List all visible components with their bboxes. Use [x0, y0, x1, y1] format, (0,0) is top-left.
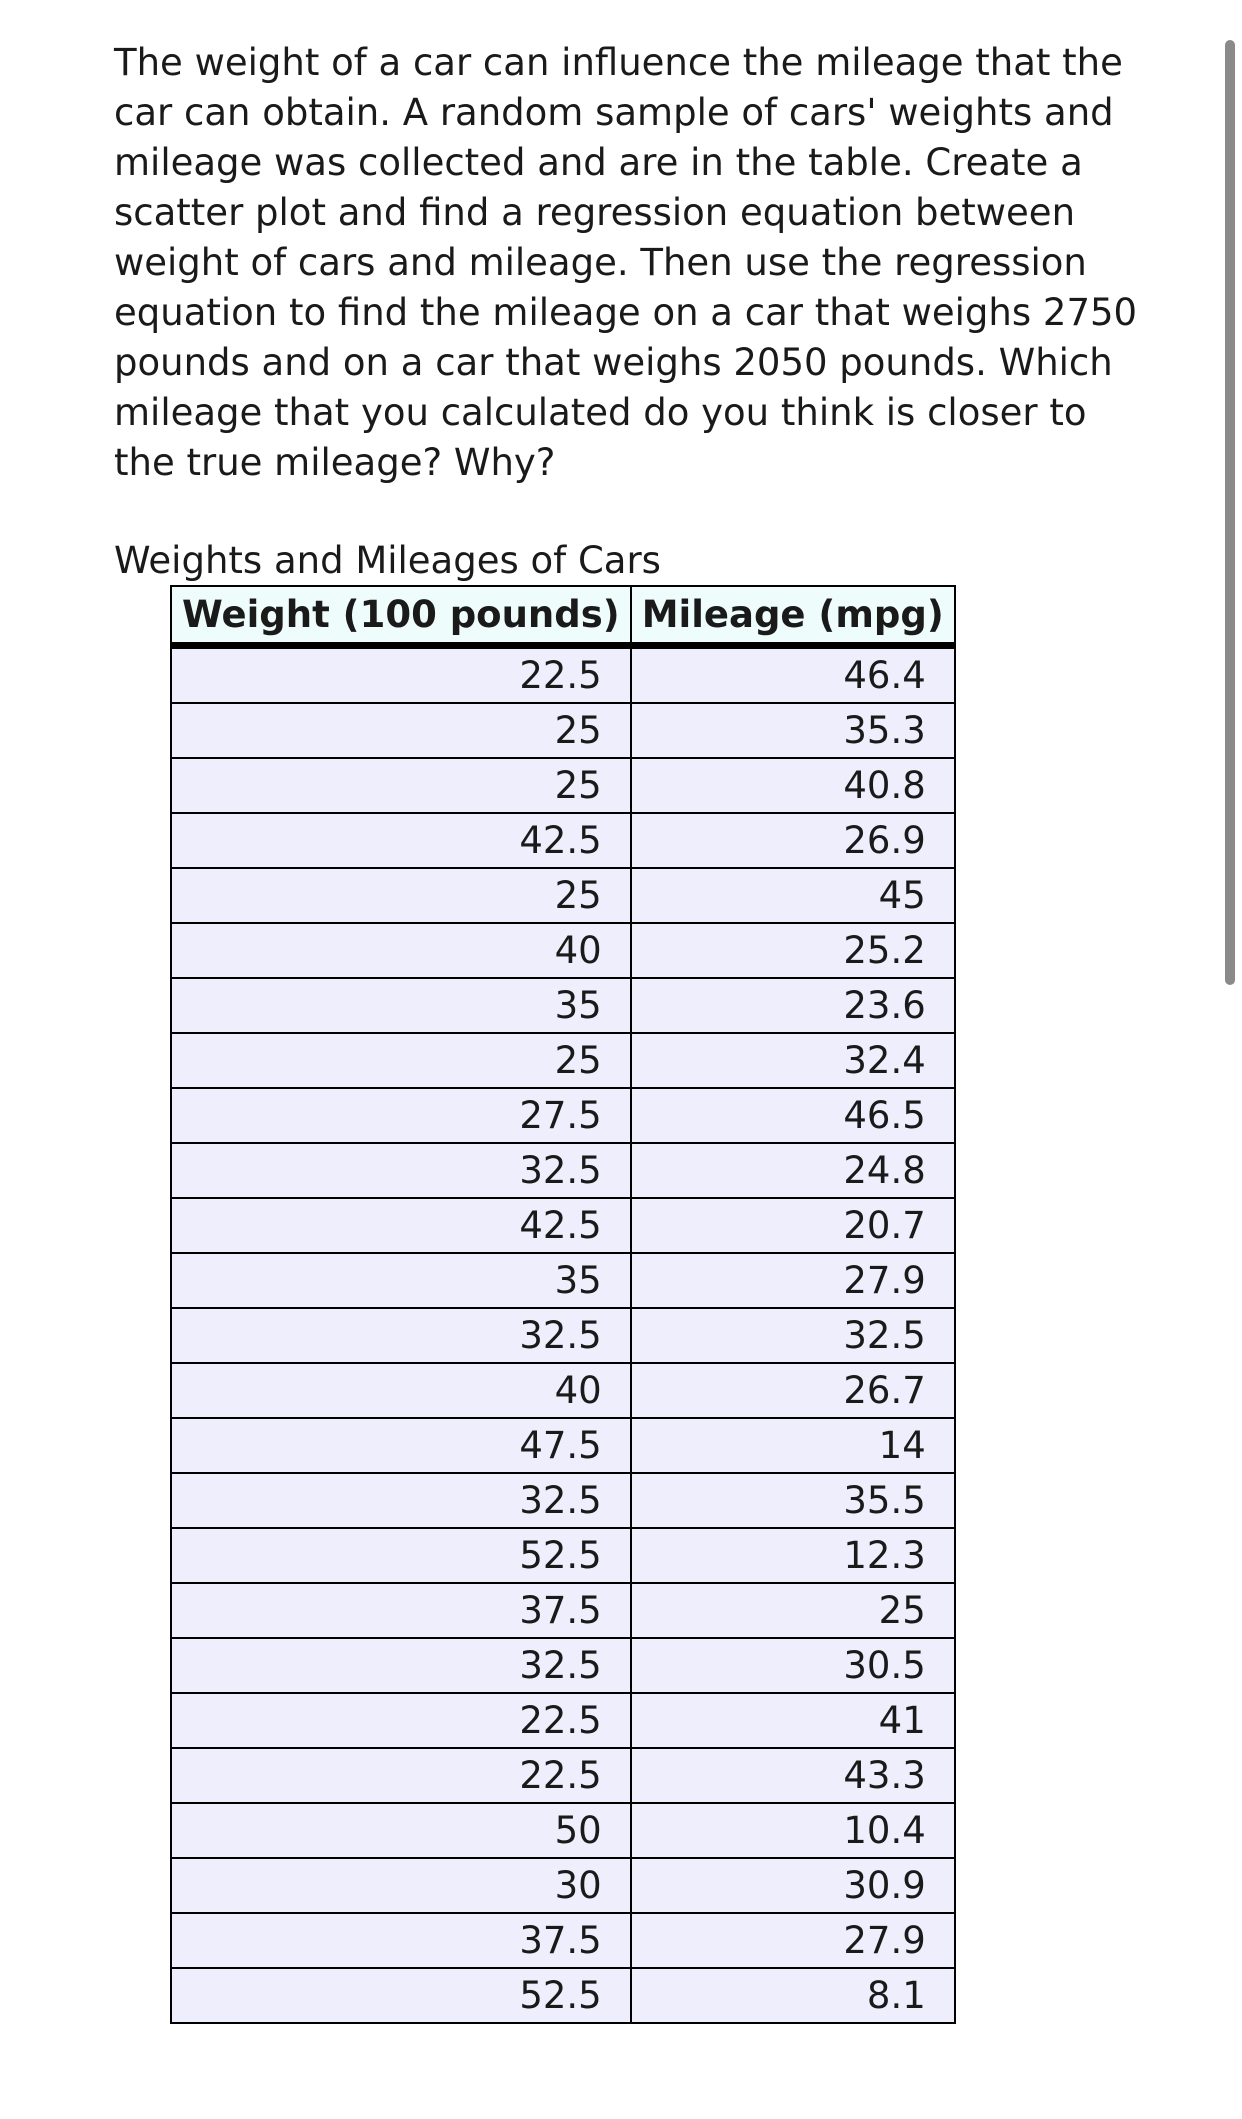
table-row [171, 1858, 955, 1913]
weight-cell: 32.5 [171, 1143, 631, 1198]
weight-cell: 35 [171, 978, 631, 1033]
table-row [171, 1968, 955, 2023]
mileage-cell: 12.3 [631, 1528, 955, 1583]
table-row [171, 1033, 955, 1088]
weight-cell: 27.5 [171, 1088, 631, 1143]
table-row [171, 703, 955, 758]
weight-cell: 52.5 [171, 1528, 631, 1583]
table-caption: Weights and Mileages of Cars [114, 539, 661, 582]
mileage-cell: 14 [631, 1418, 955, 1473]
weight-cell: 25 [171, 1033, 631, 1088]
table-body [171, 646, 955, 2024]
table-row [171, 1473, 955, 1528]
weight-cell: 25 [171, 868, 631, 923]
table-row [171, 758, 955, 813]
weights-mileages-table [170, 585, 956, 2024]
table-row [171, 1583, 955, 1638]
weight-cell: 22.5 [171, 646, 631, 704]
table-row [171, 1088, 955, 1143]
weight-cell: 32.5 [171, 1308, 631, 1363]
weight-cell: 47.5 [171, 1418, 631, 1473]
mileage-cell: 43.3 [631, 1748, 955, 1803]
weight-cell: 37.5 [171, 1913, 631, 1968]
mileage-cell: 32.4 [631, 1033, 955, 1088]
weight-cell: 40 [171, 923, 631, 978]
weight-cell: 22.5 [171, 1748, 631, 1803]
table-row [171, 1308, 955, 1363]
mileage-cell: 35.3 [631, 703, 955, 758]
weight-cell: 32.5 [171, 1638, 631, 1693]
mileage-cell: 41 [631, 1693, 955, 1748]
table-row [171, 1363, 955, 1418]
mileage-cell: 26.7 [631, 1363, 955, 1418]
mileage-cell: 24.8 [631, 1143, 955, 1198]
mileage-cell: 30.5 [631, 1638, 955, 1693]
mileage-cell: 46.4 [631, 646, 955, 704]
mileage-cell: 35.5 [631, 1473, 955, 1528]
table-row [171, 1638, 955, 1693]
table-row [171, 813, 955, 868]
mileage-cell: 23.6 [631, 978, 955, 1033]
mileage-cell: 27.9 [631, 1913, 955, 1968]
mileage-cell: 25 [631, 1583, 955, 1638]
table-row [171, 1748, 955, 1803]
mileage-cell: 45 [631, 868, 955, 923]
weight-cell: 32.5 [171, 1473, 631, 1528]
weight-cell: 42.5 [171, 1198, 631, 1253]
table-row [171, 1143, 955, 1198]
mileage-cell: 10.4 [631, 1803, 955, 1858]
weight-cell: 22.5 [171, 1693, 631, 1748]
weight-column-header: Weight (100 pounds) [171, 586, 631, 646]
table-row [171, 1253, 955, 1308]
mileage-cell: 20.7 [631, 1198, 955, 1253]
table-row [171, 978, 955, 1033]
weight-cell: 35 [171, 1253, 631, 1308]
mileage-cell: 27.9 [631, 1253, 955, 1308]
weight-cell: 37.5 [171, 1583, 631, 1638]
mileage-column-header: Mileage (mpg) [631, 586, 955, 646]
mileage-cell: 46.5 [631, 1088, 955, 1143]
weight-cell: 25 [171, 758, 631, 813]
table-row [171, 1418, 955, 1473]
problem-text: The weight of a car can influence the mileage that the car can obtain. A random sample of cars' weights and mileage was collected and are in the table. Create a scatter plot and find a regression equation between weight of cars and mileage. Then use the regression equation to find the mileage on a car that weighs 2750 pounds and on a car that weighs 2050 pounds. Which mileage that you calculated do you think is closer to the true mileage? Why? [114, 41, 1138, 484]
mileage-cell: 30.9 [631, 1858, 955, 1913]
mileage-cell: 8.1 [631, 1968, 955, 2023]
mileage-cell: 25.2 [631, 923, 955, 978]
table-row [171, 1693, 955, 1748]
scrollbar-thumb[interactable] [1225, 40, 1235, 985]
mileage-cell: 26.9 [631, 813, 955, 868]
table-row [171, 1913, 955, 1968]
table-row [171, 1803, 955, 1858]
weight-cell: 52.5 [171, 1968, 631, 2023]
table-header-row [171, 586, 955, 646]
table-row [171, 646, 955, 704]
weight-cell: 25 [171, 703, 631, 758]
table-row [171, 1528, 955, 1583]
table-row [171, 1198, 955, 1253]
weight-cell: 42.5 [171, 813, 631, 868]
weight-cell: 40 [171, 1363, 631, 1418]
table-row [171, 868, 955, 923]
table-row [171, 923, 955, 978]
weight-cell: 30 [171, 1858, 631, 1913]
weight-cell: 50 [171, 1803, 631, 1858]
mileage-cell: 40.8 [631, 758, 955, 813]
mileage-cell: 32.5 [631, 1308, 955, 1363]
